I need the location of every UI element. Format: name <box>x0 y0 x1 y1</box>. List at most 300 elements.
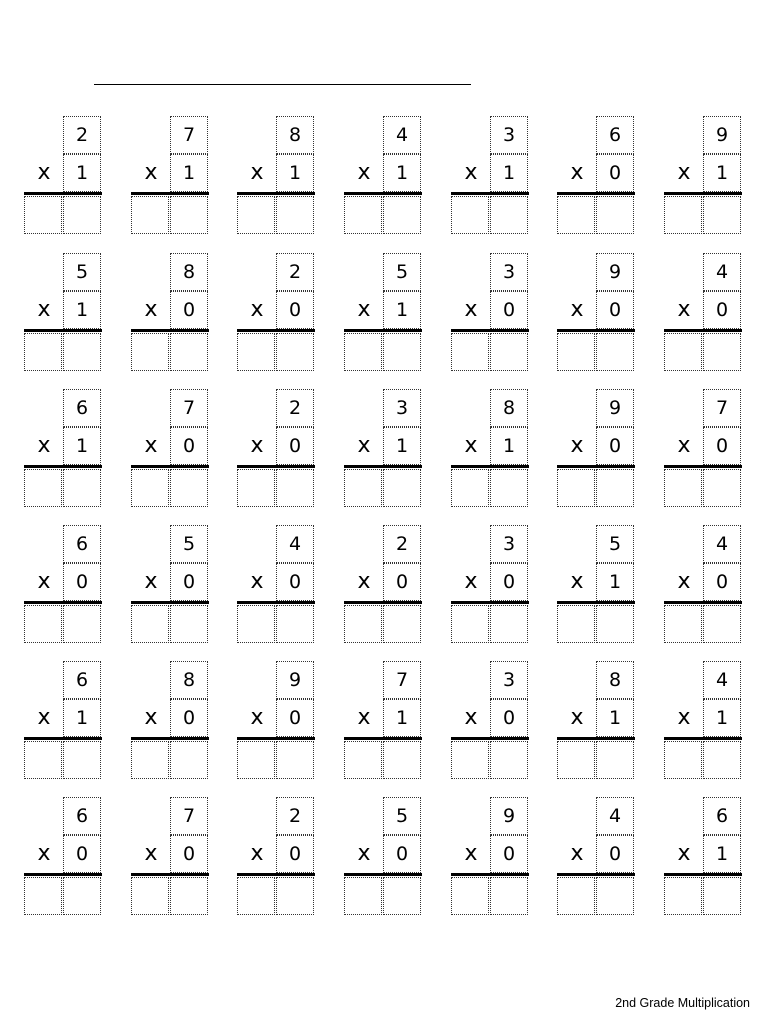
answer-box-ones[interactable] <box>170 741 208 779</box>
multiply-sign: x <box>570 569 584 594</box>
answer-line <box>237 601 315 604</box>
answer-box-tens[interactable] <box>557 877 595 915</box>
top-digit-box <box>703 525 741 563</box>
answer-line <box>131 737 209 740</box>
problem <box>237 253 315 373</box>
multiplier: 0 <box>395 571 409 593</box>
bottom-digit-box <box>703 835 741 873</box>
problem <box>664 797 742 917</box>
answer-box-ones[interactable] <box>596 741 634 779</box>
problem <box>451 797 529 917</box>
multiplier: 1 <box>715 843 729 865</box>
problem <box>131 253 209 373</box>
multiplicand: 8 <box>182 261 196 283</box>
top-digit-box <box>596 661 634 699</box>
multiplier: 1 <box>395 707 409 729</box>
problem <box>237 661 315 781</box>
answer-box-ones[interactable] <box>596 469 634 507</box>
multiplier: 0 <box>182 571 196 593</box>
bottom-digit-box <box>703 563 741 601</box>
answer-box-tens[interactable] <box>344 333 382 371</box>
answer-line <box>344 192 422 195</box>
answer-box-tens[interactable] <box>131 741 169 779</box>
top-digit-box <box>276 253 314 291</box>
multiplicand: 2 <box>288 805 302 827</box>
answer-box-tens[interactable] <box>664 877 702 915</box>
multiply-sign: x <box>677 705 691 730</box>
problem <box>451 253 529 373</box>
problem <box>557 253 635 373</box>
answer-box-tens[interactable] <box>451 196 489 234</box>
problem <box>344 525 422 645</box>
answer-box-tens[interactable] <box>664 196 702 234</box>
bottom-digit-box <box>170 563 208 601</box>
answer-box-ones[interactable] <box>383 196 421 234</box>
answer-line <box>131 192 209 195</box>
multiplier: 1 <box>502 435 516 457</box>
top-digit-box <box>490 661 528 699</box>
answer-box-tens[interactable] <box>451 333 489 371</box>
problem <box>451 661 529 781</box>
problem <box>24 389 102 509</box>
top-digit-box <box>383 253 421 291</box>
multiplicand: 2 <box>288 261 302 283</box>
answer-box-ones[interactable] <box>63 333 101 371</box>
multiplier: 1 <box>395 435 409 457</box>
multiplier: 0 <box>395 843 409 865</box>
bottom-digit-box <box>170 427 208 465</box>
top-digit-box <box>170 253 208 291</box>
answer-box-ones[interactable] <box>276 333 314 371</box>
answer-box-ones[interactable] <box>276 741 314 779</box>
answer-box-ones[interactable] <box>596 333 634 371</box>
problem <box>664 253 742 373</box>
multiplicand: 8 <box>288 124 302 146</box>
multiplier: 0 <box>75 843 89 865</box>
multiplier: 0 <box>608 162 622 184</box>
problem <box>344 116 422 236</box>
top-digit-box <box>596 525 634 563</box>
bottom-digit-box <box>596 699 634 737</box>
answer-box-tens[interactable] <box>131 469 169 507</box>
answer-box-ones[interactable] <box>596 605 634 643</box>
multiply-sign: x <box>464 705 478 730</box>
answer-box-ones[interactable] <box>703 877 741 915</box>
multiply-sign: x <box>357 569 371 594</box>
problem <box>451 389 529 509</box>
multiplier: 0 <box>608 435 622 457</box>
answer-box-ones[interactable] <box>490 877 528 915</box>
answer-line <box>24 873 102 876</box>
multiplicand: 6 <box>608 124 622 146</box>
multiplier: 0 <box>182 843 196 865</box>
answer-box-tens[interactable] <box>24 469 62 507</box>
multiply-sign: x <box>250 297 264 322</box>
answer-line <box>344 873 422 876</box>
answer-box-tens[interactable] <box>451 877 489 915</box>
multiply-sign: x <box>37 433 51 458</box>
answer-box-ones[interactable] <box>383 877 421 915</box>
multiplier: 0 <box>715 435 729 457</box>
answer-box-tens[interactable] <box>664 605 702 643</box>
answer-line <box>451 329 529 332</box>
multiplicand: 6 <box>715 805 729 827</box>
multiplier: 1 <box>75 299 89 321</box>
problem <box>237 116 315 236</box>
answer-box-tens[interactable] <box>557 469 595 507</box>
problem <box>237 525 315 645</box>
answer-box-ones[interactable] <box>490 469 528 507</box>
multiply-sign: x <box>464 433 478 458</box>
multiplier: 0 <box>288 707 302 729</box>
answer-box-ones[interactable] <box>276 196 314 234</box>
answer-box-ones[interactable] <box>276 469 314 507</box>
multiply-sign: x <box>357 705 371 730</box>
multiply-sign: x <box>570 841 584 866</box>
answer-box-ones[interactable] <box>703 196 741 234</box>
answer-line <box>557 192 635 195</box>
multiplier: 0 <box>288 299 302 321</box>
answer-box-ones[interactable] <box>703 469 741 507</box>
answer-box-ones[interactable] <box>170 196 208 234</box>
answer-box-ones[interactable] <box>63 741 101 779</box>
answer-line <box>237 873 315 876</box>
answer-box-tens[interactable] <box>131 605 169 643</box>
answer-line <box>664 329 742 332</box>
answer-line <box>451 465 529 468</box>
answer-box-tens[interactable] <box>24 605 62 643</box>
answer-box-tens[interactable] <box>344 196 382 234</box>
top-digit-box <box>490 797 528 835</box>
answer-line <box>451 601 529 604</box>
answer-box-ones[interactable] <box>170 605 208 643</box>
multiply-sign: x <box>37 569 51 594</box>
answer-line <box>664 737 742 740</box>
problem <box>557 661 635 781</box>
multiply-sign: x <box>37 841 51 866</box>
top-digit-box <box>383 525 421 563</box>
answer-box-ones[interactable] <box>703 741 741 779</box>
bottom-digit-box <box>703 427 741 465</box>
multiplicand: 9 <box>288 669 302 691</box>
bottom-digit-box <box>63 154 101 192</box>
answer-box-tens[interactable] <box>451 605 489 643</box>
answer-box-ones[interactable] <box>63 196 101 234</box>
bottom-digit-box <box>170 699 208 737</box>
answer-box-ones[interactable] <box>63 469 101 507</box>
top-digit-box <box>170 661 208 699</box>
answer-box-tens[interactable] <box>237 741 275 779</box>
multiply-sign: x <box>144 160 158 185</box>
multiplicand: 5 <box>182 533 196 555</box>
multiplier: 1 <box>182 162 196 184</box>
answer-box-tens[interactable] <box>237 196 275 234</box>
problem <box>451 116 529 236</box>
multiplier: 0 <box>288 843 302 865</box>
multiplicand: 5 <box>395 261 409 283</box>
answer-box-ones[interactable] <box>170 333 208 371</box>
top-digit-box <box>63 389 101 427</box>
answer-line <box>451 737 529 740</box>
multiplicand: 4 <box>715 261 729 283</box>
top-digit-box <box>63 797 101 835</box>
multiplicand: 2 <box>395 533 409 555</box>
top-digit-box <box>63 253 101 291</box>
multiplicand: 7 <box>715 397 729 419</box>
multiply-sign: x <box>37 160 51 185</box>
bottom-digit-box <box>383 291 421 329</box>
answer-line <box>131 465 209 468</box>
multiplier: 0 <box>608 843 622 865</box>
problem <box>24 525 102 645</box>
answer-box-tens[interactable] <box>237 605 275 643</box>
multiplier: 0 <box>288 571 302 593</box>
multiply-sign: x <box>677 841 691 866</box>
answer-box-tens[interactable] <box>451 469 489 507</box>
answer-box-tens[interactable] <box>131 877 169 915</box>
top-digit-box <box>596 116 634 154</box>
answer-box-tens[interactable] <box>237 333 275 371</box>
top-digit-box <box>596 389 634 427</box>
multiplicand: 9 <box>608 397 622 419</box>
multiply-sign: x <box>144 433 158 458</box>
top-digit-box <box>63 661 101 699</box>
problem <box>131 389 209 509</box>
multiplicand: 8 <box>182 669 196 691</box>
multiply-sign: x <box>37 297 51 322</box>
bottom-digit-box <box>63 291 101 329</box>
multiplier: 1 <box>715 162 729 184</box>
problem <box>664 525 742 645</box>
problem <box>24 797 102 917</box>
answer-box-ones[interactable] <box>703 605 741 643</box>
answer-box-tens[interactable] <box>237 877 275 915</box>
answer-box-ones[interactable] <box>63 605 101 643</box>
answer-box-ones[interactable] <box>596 877 634 915</box>
multiply-sign: x <box>250 841 264 866</box>
answer-box-tens[interactable] <box>557 605 595 643</box>
bottom-digit-box <box>596 427 634 465</box>
multiply-sign: x <box>570 160 584 185</box>
multiplier: 0 <box>715 571 729 593</box>
bottom-digit-box <box>63 835 101 873</box>
answer-box-tens[interactable] <box>664 741 702 779</box>
multiplicand: 4 <box>288 533 302 555</box>
multiplier: 0 <box>182 707 196 729</box>
answer-box-ones[interactable] <box>596 196 634 234</box>
problem <box>557 797 635 917</box>
multiplicand: 2 <box>75 124 89 146</box>
answer-box-tens[interactable] <box>557 333 595 371</box>
top-digit-box <box>276 797 314 835</box>
top-digit-box <box>276 116 314 154</box>
top-digit-box <box>490 389 528 427</box>
multiplicand: 3 <box>502 669 516 691</box>
bottom-digit-box <box>703 291 741 329</box>
answer-line <box>557 601 635 604</box>
answer-box-ones[interactable] <box>490 605 528 643</box>
multiply-sign: x <box>570 297 584 322</box>
multiply-sign: x <box>144 569 158 594</box>
bottom-digit-box <box>703 699 741 737</box>
top-digit-box <box>383 116 421 154</box>
multiplicand: 8 <box>608 669 622 691</box>
top-digit-box <box>703 797 741 835</box>
multiplier: 1 <box>608 571 622 593</box>
multiply-sign: x <box>144 841 158 866</box>
answer-box-tens[interactable] <box>557 741 595 779</box>
answer-line <box>664 192 742 195</box>
bottom-digit-box <box>276 291 314 329</box>
answer-box-tens[interactable] <box>344 605 382 643</box>
bottom-digit-box <box>276 563 314 601</box>
multiplicand: 2 <box>288 397 302 419</box>
answer-box-ones[interactable] <box>383 605 421 643</box>
top-digit-box <box>276 661 314 699</box>
bottom-digit-box <box>63 563 101 601</box>
answer-line <box>237 329 315 332</box>
top-digit-box <box>383 797 421 835</box>
multiplier: 0 <box>502 843 516 865</box>
answer-line <box>664 873 742 876</box>
top-digit-box <box>63 116 101 154</box>
answer-box-tens[interactable] <box>237 469 275 507</box>
answer-line <box>24 192 102 195</box>
multiplicand: 8 <box>502 397 516 419</box>
bottom-digit-box <box>170 291 208 329</box>
multiply-sign: x <box>250 569 264 594</box>
bottom-digit-box <box>490 563 528 601</box>
problem <box>664 389 742 509</box>
problem <box>557 525 635 645</box>
answer-line <box>451 192 529 195</box>
problem <box>344 253 422 373</box>
top-digit-box <box>490 116 528 154</box>
multiplicand: 3 <box>502 261 516 283</box>
answer-box-tens[interactable] <box>24 877 62 915</box>
answer-box-ones[interactable] <box>490 741 528 779</box>
bottom-digit-box <box>596 563 634 601</box>
problem <box>24 253 102 373</box>
problem <box>664 661 742 781</box>
answer-box-tens[interactable] <box>24 333 62 371</box>
answer-box-tens[interactable] <box>344 469 382 507</box>
bottom-digit-box <box>383 835 421 873</box>
bottom-digit-box <box>276 699 314 737</box>
answer-box-tens[interactable] <box>131 333 169 371</box>
answer-box-tens[interactable] <box>24 196 62 234</box>
bottom-digit-box <box>276 427 314 465</box>
multiplicand: 6 <box>75 397 89 419</box>
top-digit-box <box>170 525 208 563</box>
answer-line <box>24 737 102 740</box>
answer-box-tens[interactable] <box>131 196 169 234</box>
top-digit-box <box>383 661 421 699</box>
answer-box-tens[interactable] <box>344 877 382 915</box>
answer-box-ones[interactable] <box>383 469 421 507</box>
footer-title: 2nd Grade Multiplication <box>615 996 750 1010</box>
problem <box>451 525 529 645</box>
multiply-sign: x <box>677 297 691 322</box>
answer-box-ones[interactable] <box>490 333 528 371</box>
multiplier: 1 <box>715 707 729 729</box>
name-line[interactable] <box>94 84 471 85</box>
multiplicand: 6 <box>75 805 89 827</box>
answer-line <box>24 601 102 604</box>
answer-box-ones[interactable] <box>383 333 421 371</box>
answer-box-tens[interactable] <box>451 741 489 779</box>
multiply-sign: x <box>357 433 371 458</box>
bottom-digit-box <box>276 154 314 192</box>
problem <box>131 661 209 781</box>
problem <box>557 389 635 509</box>
problem <box>237 389 315 509</box>
answer-box-ones[interactable] <box>383 741 421 779</box>
multiplicand: 4 <box>715 533 729 555</box>
answer-box-ones[interactable] <box>63 877 101 915</box>
problem <box>131 797 209 917</box>
answer-line <box>557 737 635 740</box>
multiply-sign: x <box>250 433 264 458</box>
problem <box>131 116 209 236</box>
multiply-sign: x <box>357 160 371 185</box>
top-digit-box <box>63 525 101 563</box>
answer-box-ones[interactable] <box>170 469 208 507</box>
problem <box>557 116 635 236</box>
answer-box-tens[interactable] <box>664 333 702 371</box>
answer-box-ones[interactable] <box>276 605 314 643</box>
answer-box-tens[interactable] <box>344 741 382 779</box>
multiplicand: 5 <box>395 805 409 827</box>
top-digit-box <box>703 116 741 154</box>
multiplier: 1 <box>75 707 89 729</box>
multiplicand: 3 <box>502 124 516 146</box>
multiplier: 1 <box>608 707 622 729</box>
answer-line <box>344 465 422 468</box>
multiply-sign: x <box>677 433 691 458</box>
answer-box-ones[interactable] <box>703 333 741 371</box>
top-digit-box <box>276 389 314 427</box>
multiplier: 0 <box>502 299 516 321</box>
bottom-digit-box <box>490 154 528 192</box>
multiplier: 0 <box>182 299 196 321</box>
answer-box-ones[interactable] <box>276 877 314 915</box>
top-digit-box <box>170 797 208 835</box>
answer-line <box>24 329 102 332</box>
answer-box-tens[interactable] <box>24 741 62 779</box>
multiplier: 1 <box>75 435 89 457</box>
answer-box-tens[interactable] <box>557 196 595 234</box>
top-digit-box <box>703 661 741 699</box>
multiplicand: 3 <box>502 533 516 555</box>
answer-box-ones[interactable] <box>170 877 208 915</box>
top-digit-box <box>276 525 314 563</box>
multiplier: 0 <box>608 299 622 321</box>
answer-line <box>451 873 529 876</box>
top-digit-box <box>490 253 528 291</box>
bottom-digit-box <box>383 563 421 601</box>
answer-box-ones[interactable] <box>490 196 528 234</box>
multiply-sign: x <box>37 705 51 730</box>
answer-box-tens[interactable] <box>664 469 702 507</box>
top-digit-box <box>703 389 741 427</box>
answer-line <box>664 601 742 604</box>
multiplier: 0 <box>288 435 302 457</box>
answer-line <box>344 737 422 740</box>
multiply-sign: x <box>144 297 158 322</box>
multiplicand: 7 <box>182 124 196 146</box>
multiplier: 0 <box>502 571 516 593</box>
